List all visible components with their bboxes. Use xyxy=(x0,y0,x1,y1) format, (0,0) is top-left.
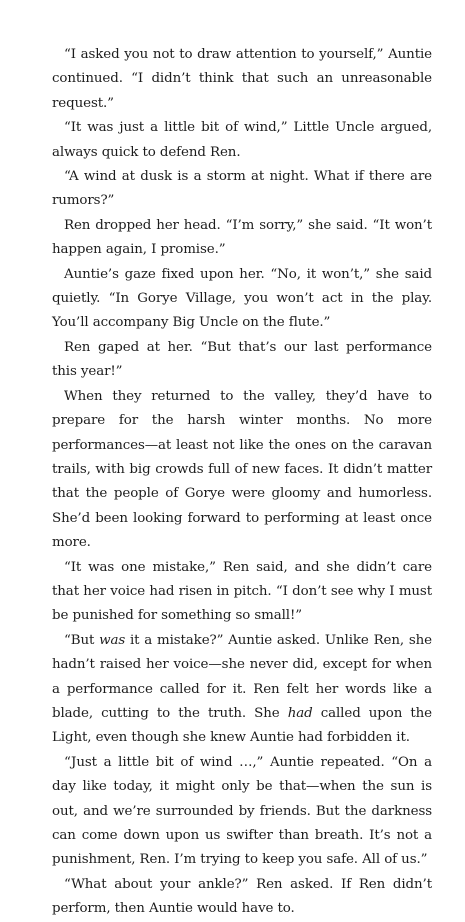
paragraph: “What about your ankle?” Ren asked. If Ren didn’t perform, then Auntie would have to. xyxy=(52,876,432,917)
paragraph-text: “But xyxy=(64,632,100,648)
paragraph: “Just a little bit of wind …,” Auntie repeated. “On a day like today, it might only be that—when the sun is out, and we’re surrounded by friends. But the darkness can come down upon us swifter than breath. It’s not a punishment, Ren. I’m trying to keep you safe. All of us.” xyxy=(52,754,432,868)
paragraph: Ren gaped at her. “But that’s our last performance this year!” xyxy=(52,339,432,380)
paragraph: Auntie’s gaze fixed upon her. “No, it won’t,” she said quietly. “In Gorye Village, you won’t act in the play. You’ll accompany Big Uncle on the flute.” xyxy=(52,266,432,331)
paragraph: “A wind at dusk is a storm at night. What if there are rumors?” xyxy=(52,169,432,209)
paragraph: “I asked you not to draw attention to yourself,” Auntie continued. “I didn’t think that such an unreasonable request.” xyxy=(52,47,432,111)
paragraph: “It was just a little bit of wind,” Little Uncle argued, always quick to defend Ren. xyxy=(52,120,432,160)
paragraph-text: it a mistake?” Auntie asked. Unlike Ren, she hadn’t raised her voice—she never did, except for when a performance called for it. Ren felt her words like a blade, cutting to the truth. xyxy=(52,632,433,721)
paragraph-text: She xyxy=(254,705,288,721)
paragraph: When they returned to the valley, they’d have to prepare for the harsh winter months. No more performances—at least not like the ones on the caravan trails, with big crowds full of new faces. It didn’t matter that the people of Gorye were gloomy and humorless. She’d been looking forward to performing at least once more. xyxy=(52,388,432,551)
emphasized-word: was xyxy=(99,632,126,648)
paragraph: Ren dropped her head. “I’m sorry,” she said. “It won’t happen again, I promise.” xyxy=(52,217,432,258)
book-page xyxy=(52,43,432,922)
paragraph-text: called upon the Light, even though she knew Auntie had forbidden it. xyxy=(52,705,432,746)
paragraph: “It was one mistake,” Ren said, and she didn’t care that her voice had risen in pitch. “I don’t see why I must be punished for something so small!” xyxy=(52,559,432,624)
emphasized-word: had xyxy=(287,705,313,721)
